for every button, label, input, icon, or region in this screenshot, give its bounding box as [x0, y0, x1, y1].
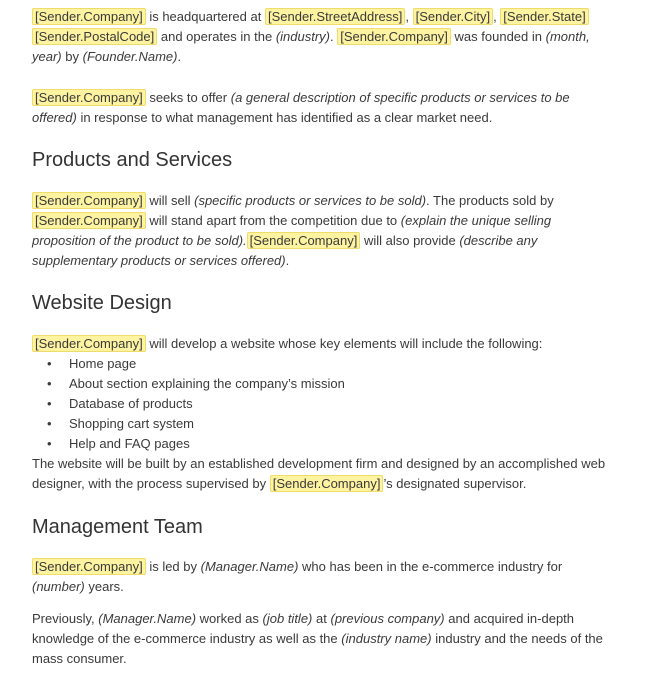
company-placeholder[interactable]: [Sender.Company] — [32, 335, 146, 352]
company-placeholder[interactable]: [Sender.Company] — [32, 558, 146, 575]
company-placeholder[interactable]: [Sender.Company] — [32, 212, 146, 229]
text: . The products sold by — [426, 193, 554, 208]
text: will stand apart from the competition due to — [149, 213, 398, 228]
industry-name-field: (industry name) — [341, 631, 432, 646]
text: ’s designated supervisor. — [383, 476, 527, 491]
company-placeholder[interactable]: [Sender.Company] — [337, 28, 451, 45]
products-field: (specific products or services to be sold) — [194, 193, 427, 208]
text: is led by — [149, 559, 198, 574]
text: seeks to offer — [149, 90, 228, 105]
intro-line-3: year) by (Founder.Name). — [32, 49, 182, 64]
text: years. — [88, 579, 124, 594]
products-line-2 — [32, 211, 551, 231]
text: will also provide — [363, 233, 456, 248]
management-line-5 — [32, 649, 127, 669]
city-placeholder[interactable]: [Sender.City] — [413, 8, 493, 25]
text: industry and the needs of the — [435, 631, 603, 646]
intro-line-4 — [32, 88, 570, 108]
job-title-field: (job title) — [262, 611, 313, 626]
text: . — [285, 253, 290, 268]
text: will sell — [149, 193, 191, 208]
management-line-2 — [32, 577, 124, 597]
bullet-item — [47, 394, 193, 414]
state-placeholder[interactable]: [Sender.State] — [500, 8, 588, 25]
street-placeholder[interactable]: [Sender.StreetAddress] — [265, 8, 405, 25]
company-placeholder[interactable]: [Sender.Company] — [32, 8, 146, 25]
bullet-text: Database of products — [69, 396, 193, 411]
company-placeholder[interactable]: [Sender.Company] — [270, 475, 384, 492]
bullet-text: Home page — [69, 356, 137, 371]
management-line-3 — [32, 609, 574, 629]
bullet-item — [47, 434, 190, 454]
bullet-text: Shopping cart system — [69, 416, 195, 431]
description-field-cont: offered) — [32, 110, 77, 125]
text: in response to what management has identified as a clear market need. — [80, 110, 493, 125]
website-heading: Website Design — [32, 292, 172, 314]
products-heading: Products and Services — [32, 149, 233, 171]
text: worked as — [199, 611, 259, 626]
text: and acquired in-depth — [448, 611, 575, 626]
text: will develop a website whose key elements will include the following: — [149, 336, 543, 351]
intro-line-2: [Sender.PostalCode] and operates in the (industry). [Sender.Company] was founded in (month, — [32, 27, 590, 47]
bullet-dot: • — [47, 436, 52, 451]
text: Previously, — [32, 611, 95, 626]
usp-field: (explain the unique selling — [400, 213, 552, 228]
text: at — [316, 611, 327, 626]
bullet-item — [47, 374, 345, 394]
management-line-4 — [32, 629, 603, 649]
intro-line-1: [Sender.Company] is headquartered at [Sender.StreetAddress] , [Sender.City] , [Sender.State] — [32, 7, 589, 27]
text: was founded in — [454, 29, 542, 44]
bullet-dot: • — [47, 356, 52, 371]
bullet-item — [47, 354, 136, 374]
text: The website will be built by an established development firm and designed by an accomplished web — [32, 456, 606, 471]
postal-placeholder[interactable]: [Sender.PostalCode] — [32, 28, 157, 45]
year-field: year) — [32, 49, 62, 64]
bullet-dot: • — [47, 416, 52, 431]
products-line-3 — [32, 231, 537, 251]
founder-field: (Founder.Name) — [82, 49, 178, 64]
description-field: (a general description of specific products or services to be — [230, 90, 570, 105]
intro-line-5 — [32, 108, 492, 128]
products-line-1 — [32, 191, 554, 211]
manager-field: (Manager.Name) — [98, 611, 197, 626]
text: designer, with the process supervised by — [32, 476, 267, 491]
manager-field: (Manager.Name) — [200, 559, 299, 574]
text: is headquartered at — [149, 9, 262, 24]
text: by — [65, 49, 79, 64]
previous-company-field: (previous company) — [330, 611, 445, 626]
text: mass consumer. — [32, 651, 127, 666]
usp-field-cont: proposition of the product to be sold). — [32, 233, 247, 248]
bullet-dot: • — [47, 396, 52, 411]
bullet-item — [47, 414, 194, 434]
month-field: (month, — [545, 29, 590, 44]
text: knowledge of the e-commerce industry as well as the — [32, 631, 338, 646]
bullet-dot: • — [47, 376, 52, 391]
management-heading: Management Team — [32, 516, 203, 538]
bullet-text: About section explaining the company’s mission — [69, 376, 345, 391]
products-line-4 — [32, 251, 289, 271]
supplementary-field-cont: supplementary products or services offered) — [32, 253, 286, 268]
supplementary-field: (describe any — [459, 233, 538, 248]
company-placeholder[interactable]: [Sender.Company] — [32, 89, 146, 106]
text: who has been in the e-commerce industry for — [302, 559, 563, 574]
industry-field: (industry) — [275, 29, 330, 44]
website-line-2 — [32, 454, 605, 474]
number-field: (number) — [32, 579, 85, 594]
company-placeholder[interactable]: [Sender.Company] — [247, 232, 361, 249]
website-line-1 — [32, 334, 542, 354]
company-placeholder[interactable]: [Sender.Company] — [32, 192, 146, 209]
bullet-text: Help and FAQ pages — [69, 436, 190, 451]
management-line-1 — [32, 557, 562, 577]
text: and operates in the — [160, 29, 273, 44]
website-line-3 — [32, 474, 526, 494]
